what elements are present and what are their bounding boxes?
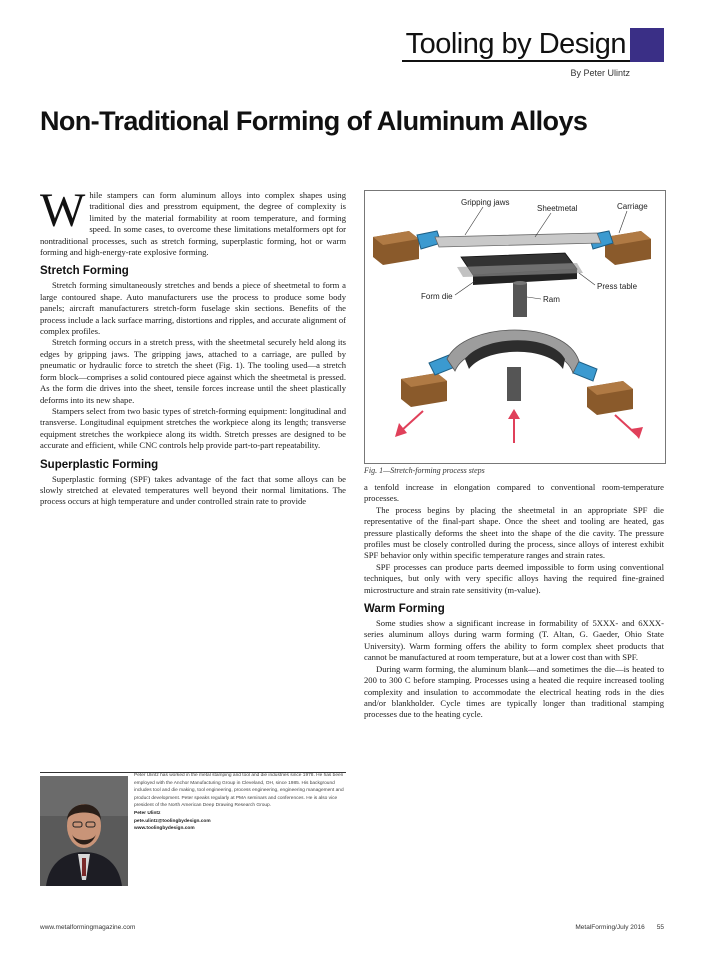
label-gripping-jaws: Gripping jaws — [461, 198, 510, 207]
left-carriage-bottom — [401, 373, 447, 407]
author-name: Peter Ulintz — [134, 810, 161, 816]
right-carriage — [605, 231, 651, 265]
footer-website[interactable]: www.metalformingmagazine.com — [40, 924, 136, 931]
footer-issue-page — [563, 924, 664, 931]
ram — [513, 283, 527, 317]
arrow-right-icon — [615, 415, 643, 439]
author-portrait-icon — [40, 776, 128, 886]
spf-paragraph-2: a tenfold increase in elongation compared to conventional room-temperature processes. — [364, 482, 664, 504]
heading-warm-forming: Warm Forming — [364, 603, 445, 616]
heading-stretch-forming: Stretch Forming — [40, 265, 129, 278]
label-press-table: Press table — [597, 282, 638, 291]
section-header — [402, 28, 664, 64]
bottom-stage — [395, 330, 643, 443]
intro-paragraph — [40, 184, 346, 258]
right-column — [364, 482, 664, 721]
warm-paragraph-1: Some studies show a significant increase in formability of 5XXX- and 6XXX-series aluminum alloys during warm forming (T. Altan, G. Gaeder, Ohio State University). Warm forming offers the ability to form complex sheet products that cannot be manufactured at room temperature, but at a lower cost than with SPF. — [364, 618, 664, 663]
footer-page-number: 55 — [656, 924, 664, 931]
arrow-left-icon — [395, 411, 423, 437]
warm-paragraph-2: During warm forming, the aluminum blank—and sometimes the die—is heated to 200 to 300 C before stamping. Processes using a heated die require increased tooling complexity and insulation to accommodate the electrical heating rods in the dies and/or blankholder. Cycle times are typically longer than traditional stamping processes due to the heating cycle. — [364, 663, 664, 720]
author-web-link[interactable]: www.toolingbydesign.com — [134, 826, 195, 832]
label-ram: Ram — [543, 295, 560, 304]
stretch-paragraph-1: Stretch forming simultaneously stretches and bends a piece of sheetmetal to form a large contoured shape. Auto manufacturers use the process to produce some body panels; aircraft manufacturers stretch-form fuselage skin sections. Benefits of the process include a lack surface marring, distortions and ripples, and accurate alignment of complex profiles. — [40, 280, 346, 337]
top-stage — [373, 198, 651, 317]
section-title: Tooling by Design — [402, 28, 630, 62]
intro-text: hile stampers can form aluminum alloys into complex shapes using traditional dies and presstrom equipment, the degree of complexity is limited by the material formability at room temperature, and forming speed. In some cases, to overcome these limitations metalformers opt for nontraditional processes, such as stretch forming, superplastic forming, hot or warm forming and high-energy-rate explosive forming. — [40, 190, 346, 258]
arrow-up-icon — [508, 409, 520, 443]
figure-stretch-forming — [364, 190, 666, 464]
byline: By Peter Ulintz — [570, 68, 630, 78]
left-carriage — [373, 231, 419, 265]
stretch-forming-diagram — [365, 191, 665, 463]
spf-paragraph-4: SPF processes can produce parts deemed impossible to form using conventional techniques, but only with very specific alloys having the required fine-grained microstructure and strain rate sensitivity (m-value). — [364, 561, 664, 595]
spf-paragraph-3: The process begins by placing the sheetmetal in an appropriate SPF die representative of the final-part shape. Once the sheet and tooling are heated, gas pressure plastically deforms the sheet into the shape of the die cavity. The pressure profiles must be closely controlled during the process, since alloys of interest exhibit SPF behavior only within specific temperature ranges and strain rates. — [364, 504, 664, 561]
stretch-paragraph-3: Stampers select from two basic types of stretch-forming equipment: longitudinal and transverse. Longitudinal equipment stretches the workpiece along its length; transverse equipment stretches the workpiece along its width. Stretch presses are designed to be accurate and efficient, while CNC controls help provide part-to-part repeatability. — [40, 405, 346, 451]
drop-cap: W — [40, 184, 86, 237]
label-sheetmetal: Sheetmetal — [537, 204, 578, 213]
label-form-die: Form die — [421, 292, 453, 301]
footer-issue: MetalForming/July 2016 — [575, 924, 645, 931]
author-bio — [134, 772, 346, 833]
spf-paragraph-1: Superplastic forming (SPF) takes advantage of the fact that some alloys can be slowly stretched at elevated temperatures well beyond their normal limitations. The process occurs at high temperature and under controlled strain rate to provide — [40, 473, 346, 507]
label-carriage: Carriage — [617, 202, 648, 211]
author-email-link[interactable]: pete.ulintz@toolingbydesign.com — [134, 818, 211, 824]
figure-caption: Fig. 1—Stretch-forming process steps — [364, 466, 485, 475]
right-carriage-bottom — [587, 381, 633, 415]
left-column — [40, 184, 346, 508]
article-title: Non-Traditional Forming of Aluminum Alloys — [40, 106, 588, 136]
author-photo — [40, 776, 128, 886]
author-bio-text: Peter Ulintz has worked in the metal stamping and tool and die industries since 1978. He has been employed with the Anchor Manufacturing Group in Cleveland, OH, since 1985. His background includes tool and die making, tool engineering, process engineering, engineering management and product development. Peter speaks regularly at PMA seminars and conferences. He is also vice president of the North American Deep Drawing Research Group. — [134, 773, 344, 809]
ram-bottom — [507, 367, 521, 401]
header-accent-block — [630, 28, 664, 62]
sheetmetal-flat — [435, 233, 601, 247]
heading-superplastic-forming: Superplastic Forming — [40, 458, 159, 471]
stretch-paragraph-2: Stretch forming occurs in a stretch press, with the sheetmetal securely held along its edges by gripping jaws. The gripping jaws, attached to a carriage, are pulled by pneumatic or hydraulic force to stretch the sheet (Fig. 1). The tooling used—a stretch form block—comprises a solid contoured piece against which the sheetmetal is pressed. As the form die drives into the sheet, tensile forces increase until the sheet plastically deforms into its new shape. — [40, 337, 346, 405]
